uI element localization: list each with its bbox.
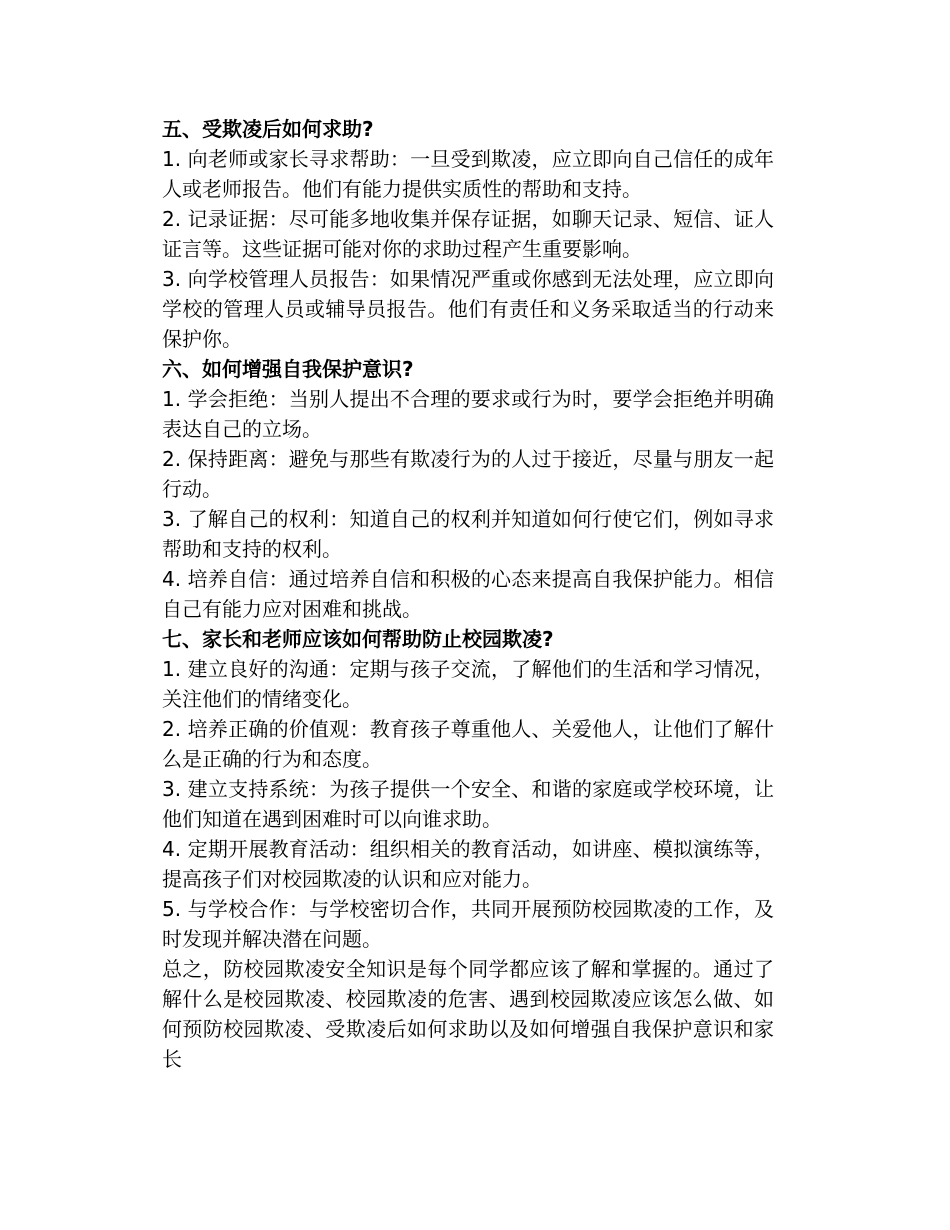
section-self-protection (162, 354, 774, 624)
section-heading: 五、受欺凌后如何求助? (162, 117, 374, 141)
section-parents-teachers (162, 624, 774, 954)
list-item: 4. 培养自信：通过培养自信和积极的心态来提高自我保护能力。相信自己有能力应对困难和挑战。 (162, 567, 774, 621)
list-item: 3. 向学校管理人员报告：如果情况严重或你感到无法处理，应立即向学校的管理人员或辅导员报告。他们有责任和义务采取适当的行动来保护你。 (162, 267, 774, 351)
list-item: 4. 定期开展教育活动：组织相关的教育活动，如讲座、模拟演练等，提高孩子们对校园欺凌的认识和应对能力。 (162, 837, 774, 891)
list-item: 2. 保持距离：避免与那些有欺凌行为的人过于接近，尽量与朋友一起行动。 (162, 447, 774, 501)
list-item: 3. 了解自己的权利：知道自己的权利并知道如何行使它们，例如寻求帮助和支持的权利。 (162, 507, 774, 561)
section-help-after-bullying (162, 114, 774, 354)
list-item: 1. 学会拒绝：当别人提出不合理的要求或行为时，要学会拒绝并明确表达自己的立场。 (162, 387, 774, 441)
list-item: 3. 建立支持系统：为孩子提供一个安全、和谐的家庭或学校环境，让他们知道在遇到困难时可以向谁求助。 (162, 777, 774, 831)
section-heading: 六、如何增强自我保护意识? (162, 357, 414, 381)
list-item: 5. 与学校合作：与学校密切合作，共同开展预防校园欺凌的工作，及时发现并解决潜在问题。 (162, 897, 774, 951)
list-item: 2. 记录证据：尽可能多地收集并保存证据，如聊天记录、短信、证人证言等。这些证据可能对你的求助过程产生重要影响。 (162, 207, 774, 261)
conclusion-paragraph: 总之，防校园欺凌安全知识是每个同学都应该了解和掌握的。通过了解什么是校园欺凌、校园欺凌的危害、遇到校园欺凌应该怎么做、如何预防校园欺凌、受欺凌后如何求助以及如何增强自我保护意识和家长 (162, 957, 774, 1071)
list-item: 2. 培养正确的价值观：教育孩子尊重他人、关爱他人，让他们了解什么是正确的行为和态度。 (162, 717, 774, 771)
document-page (162, 114, 774, 1074)
list-item: 1. 建立良好的沟通：定期与孩子交流，了解他们的生活和学习情况，关注他们的情绪变化。 (162, 657, 774, 711)
section-heading: 七、家长和老师应该如何帮助防止校园欺凌? (162, 627, 554, 651)
list-item: 1. 向老师或家长寻求帮助：一旦受到欺凌，应立即向自己信任的成年人或老师报告。他们有能力提供实质性的帮助和支持。 (162, 147, 774, 201)
